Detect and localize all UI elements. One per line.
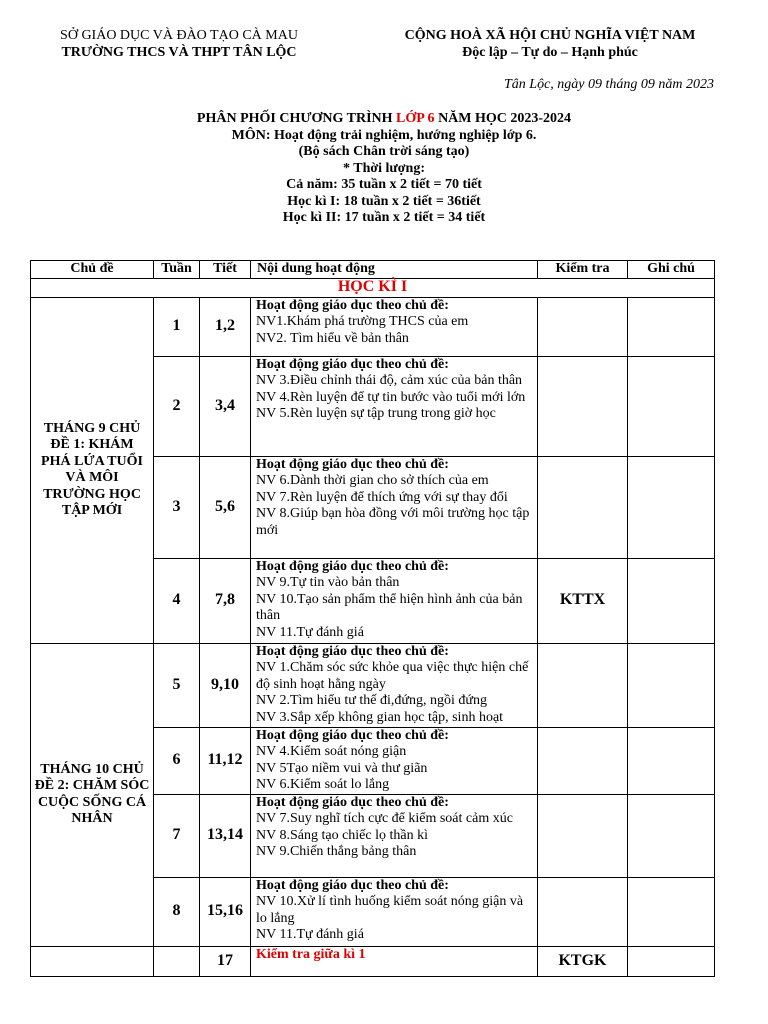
midterm-row bbox=[31, 946, 715, 976]
duration-year: Cả năm: 35 tuần x 2 tiết = 70 tiết bbox=[286, 177, 482, 192]
activity-title: Hoạt động giáo dục theo chủ đề: bbox=[256, 794, 449, 810]
check-cell: KTTX bbox=[538, 558, 628, 643]
period-cell: 13,14 bbox=[200, 794, 251, 877]
school-name: TRƯỜNG THCS VÀ THPT TÂN LỘC bbox=[61, 45, 297, 60]
duration-semester-2: Học kì II: 17 tuần x 2 tiết = 34 tiết bbox=[282, 210, 486, 225]
note-cell bbox=[628, 356, 715, 456]
period-cell: 11,12 bbox=[200, 727, 251, 794]
check-cell bbox=[538, 456, 628, 558]
activity-item: NV 6.Kiểm soát lo lắng bbox=[256, 777, 390, 792]
content-cell bbox=[251, 877, 538, 946]
period-cell: 9,10 bbox=[200, 643, 251, 727]
subject-line: MÔN: Hoạt động trải nghiệm, hướng nghiệp lớp 6. bbox=[231, 127, 537, 143]
activity-item: NV 7.Rèn luyện để thích ứng với sự thay đổi bbox=[256, 489, 508, 505]
note-cell bbox=[628, 643, 715, 727]
midterm-note-cell bbox=[628, 946, 715, 976]
activity-item: NV 4.Rèn luyện để tự tin bước vào tuổi mới lớn bbox=[256, 389, 526, 405]
title-prefix: PHÂN PHỐI CHƯƠNG TRÌNH bbox=[196, 111, 397, 126]
check-cell bbox=[538, 643, 628, 727]
activity-item: NV 11.Tự đánh giá bbox=[256, 927, 364, 942]
check-cell bbox=[538, 877, 628, 946]
activity-title: Hoạt động giáo dục theo chủ đề: bbox=[256, 727, 449, 743]
content-cell bbox=[251, 558, 538, 643]
col-week: Tuần bbox=[154, 261, 200, 279]
activity-item: NV 9.Tự tin vào bản thân bbox=[256, 575, 400, 590]
activity-title: Hoạt động giáo dục theo chủ đề: bbox=[256, 356, 449, 372]
book-series: (Bộ sách Chân trời sáng tạo) bbox=[298, 144, 470, 159]
check-cell bbox=[538, 794, 628, 877]
topic-2: THÁNG 10 CHỦ ĐỀ 2: CHĂM SÓC CUỘC SỐNG CÁ NHÂN bbox=[31, 643, 154, 946]
week-cell: 4 bbox=[154, 558, 200, 643]
period-cell: 1,2 bbox=[200, 297, 251, 356]
week-cell: 7 bbox=[154, 794, 200, 877]
note-cell bbox=[628, 727, 715, 794]
department-name: SỞ GIÁO DỤC VÀ ĐÀO TẠO CÀ MAU bbox=[60, 28, 298, 43]
activity-item: NV 10.Xử lí tình huống kiểm soát nóng giận và lo lắng bbox=[256, 894, 524, 926]
period-cell: 3,4 bbox=[200, 356, 251, 456]
check-cell bbox=[538, 297, 628, 356]
col-note: Ghi chú bbox=[628, 261, 715, 279]
week-cell: 8 bbox=[154, 877, 200, 946]
midterm-week-cell bbox=[154, 946, 200, 976]
period-cell: 5,6 bbox=[200, 456, 251, 558]
title-line-1 bbox=[0, 111, 768, 128]
activity-item: NV 8.Giúp bạn hòa đồng với môi trường học tập mới bbox=[256, 506, 530, 538]
document-date: Tân Lộc, ngày 09 tháng 09 năm 2023 bbox=[504, 77, 714, 92]
week-cell: 1 bbox=[154, 297, 200, 356]
activity-item: NV 1.Chăm sóc sức khỏe qua việc thực hiện chế độ sinh hoạt hằng ngày bbox=[256, 660, 529, 692]
title-grade: LỚP 6 bbox=[396, 111, 435, 126]
activity-item: NV 11.Tự đánh giá bbox=[256, 624, 364, 640]
table-row bbox=[31, 297, 715, 356]
activity-item: NV 9.Chiến thắng bảng thân bbox=[256, 844, 417, 859]
activity-item: NV 5Tạo niềm vui và thư giãn bbox=[256, 760, 428, 776]
note-cell bbox=[628, 558, 715, 643]
activity-item: NV 2.Tìm hiểu tư thế đi,đứng, ngồi đứng bbox=[256, 693, 487, 708]
note-cell bbox=[628, 297, 715, 356]
content-cell bbox=[251, 643, 538, 727]
duration-semester-1: Học kì I: 18 tuần x 2 tiết = 36tiết bbox=[287, 193, 481, 209]
content-cell bbox=[251, 297, 538, 356]
activity-title: Hoạt động giáo dục theo chủ đề: bbox=[256, 297, 449, 313]
week-cell: 5 bbox=[154, 643, 200, 727]
activity-item: NV 3.Điều chỉnh thái độ, cảm xúc của bản thân bbox=[256, 373, 523, 388]
school-header bbox=[24, 27, 334, 61]
midterm-content-cell: Kiểm tra giữa kì 1 bbox=[251, 946, 538, 976]
activity-item: NV 6.Dành thời gian cho sở thích của em bbox=[256, 473, 489, 488]
activity-item: NV 4.Kiểm soát nóng giận bbox=[256, 744, 407, 759]
semester-row bbox=[31, 278, 715, 297]
note-cell bbox=[628, 456, 715, 558]
note-cell bbox=[628, 877, 715, 946]
content-cell bbox=[251, 794, 538, 877]
table-row bbox=[31, 643, 715, 727]
title-suffix: NĂM HỌC 2023-2024 bbox=[434, 111, 572, 126]
check-cell bbox=[538, 727, 628, 794]
note-cell bbox=[628, 794, 715, 877]
content-cell bbox=[251, 456, 538, 558]
semester-label: HỌC KÌ I bbox=[31, 278, 715, 297]
curriculum-table bbox=[30, 260, 715, 977]
activity-item: NV 5.Rèn luyện sự tập trung trong giờ học bbox=[256, 406, 496, 421]
table-header-row bbox=[31, 261, 715, 279]
activity-title: Hoạt động giáo dục theo chủ đề: bbox=[256, 456, 449, 472]
col-period: Tiết bbox=[200, 261, 251, 279]
national-motto: Độc lập – Tự do – Hạnh phúc bbox=[462, 45, 638, 60]
activity-item: NV2. Tìm hiểu về bản thân bbox=[256, 330, 409, 346]
topic-1: THÁNG 9 CHỦ ĐỀ 1: KHÁM PHÁ LỨA TUỔI VÀ MÔI TRƯỜNG HỌC TẬP MỚI bbox=[31, 297, 154, 643]
check-cell bbox=[538, 356, 628, 456]
week-cell: 2 bbox=[154, 356, 200, 456]
col-check: Kiểm tra bbox=[538, 261, 628, 279]
activity-item: NV 7.Suy nghĩ tích cực để kiểm soát cảm xúc bbox=[256, 811, 513, 826]
content-cell bbox=[251, 356, 538, 456]
activity-title: Hoạt động giáo dục theo chủ đề: bbox=[256, 877, 449, 893]
document-title bbox=[0, 111, 768, 227]
activity-item: NV 10.Tạo sản phẩm thể hiện hình ảnh của bản thân bbox=[256, 591, 523, 623]
activity-item: NV 3.Sắp xếp không gian học tập, sinh hoạt bbox=[256, 709, 504, 725]
week-cell: 6 bbox=[154, 727, 200, 794]
national-header bbox=[372, 27, 728, 61]
activity-item: NV 8.Sáng tạo chiếc lọ thần kì bbox=[256, 827, 428, 843]
period-cell: 15,16 bbox=[200, 877, 251, 946]
col-topic: Chủ đề bbox=[31, 261, 154, 279]
national-title: CỘNG HOÀ XÃ HỘI CHỦ NGHĨA VIỆT NAM bbox=[404, 28, 696, 43]
activity-item: NV1.Khám phá trường THCS của em bbox=[256, 314, 469, 329]
activity-title: Hoạt động giáo dục theo chủ đề: bbox=[256, 558, 449, 574]
midterm-period-cell: 17 bbox=[200, 946, 251, 976]
content-cell bbox=[251, 727, 538, 794]
duration-label: * Thời lượng: bbox=[342, 160, 425, 176]
midterm-check-cell: KTGK bbox=[538, 946, 628, 976]
midterm-topic-cell bbox=[31, 946, 154, 976]
activity-title: Hoạt động giáo dục theo chủ đề: bbox=[256, 643, 449, 659]
period-cell: 7,8 bbox=[200, 558, 251, 643]
week-cell: 3 bbox=[154, 456, 200, 558]
col-content: Nội dung hoạt động bbox=[251, 261, 538, 279]
